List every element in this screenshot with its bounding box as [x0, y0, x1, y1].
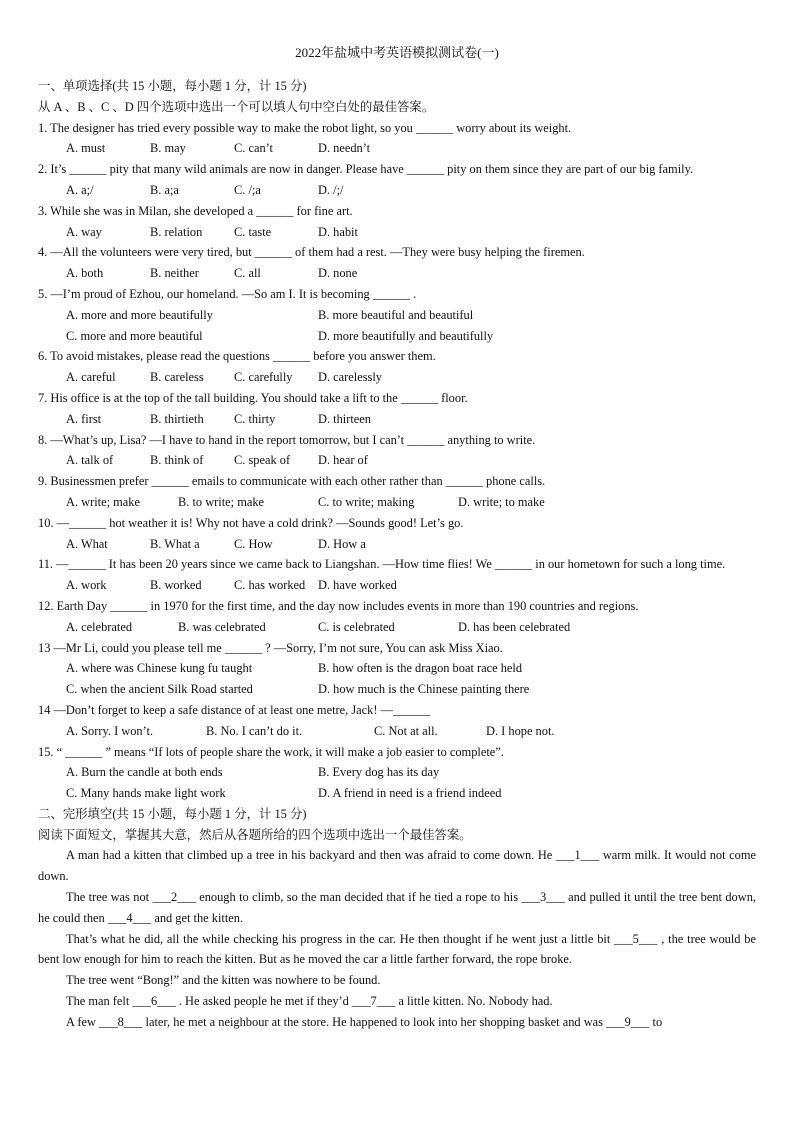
answer-option[interactable]: A. write; make [66, 494, 140, 509]
answer-option[interactable]: B. worked [150, 578, 202, 593]
option-row [66, 575, 756, 596]
option-row [66, 492, 756, 513]
answer-option[interactable]: C. Not at all. [374, 723, 438, 738]
answer-option[interactable]: D. /;/ [318, 182, 344, 197]
option-row [66, 263, 756, 284]
answer-option[interactable]: B. thirtieth [150, 411, 204, 426]
question-stem: 5. —I’m proud of Ezhou, our homeland. —So am I. It is becoming ______ . [38, 286, 417, 301]
passage-paragraph: That’s what he did, all the while checking his progress in the car. He then thought if he went just a little bit ___5___ , the tree would be bent low enough for him to reach the kitten. But as he moved the car a little farther forward, the rope broke. [38, 931, 756, 967]
question-list [38, 118, 756, 804]
answer-option[interactable]: D. has been celebrated [458, 619, 571, 634]
answer-option[interactable]: C. Many hands make light work [66, 786, 226, 801]
answer-option[interactable]: A. work [66, 578, 107, 593]
answer-option[interactable]: B. No. I can’t do it. [206, 723, 303, 738]
passage-paragraph: The tree was not ___2___ enough to climb, so the man decided that if he tied a rope to his ___3___ and pulled it until the tree bent down, he could then ___4___ and get the kitten. [38, 890, 756, 925]
answer-option[interactable]: D. How a [318, 536, 366, 551]
question-stem: 4. —All the volunteers were very tired, but ______ of them had a rest. —They were busy helping the firemen. [38, 245, 585, 260]
answer-option[interactable]: A. more and more beautifully [66, 307, 213, 322]
option-row [66, 762, 756, 783]
question-stem: 10. —______ hot weather it is! Why not have a cold drink? —Sounds good! Let’s go. [38, 515, 464, 530]
answer-option[interactable]: A. where was Chinese kung fu taught [66, 661, 253, 676]
answer-option[interactable]: B. how often is the dragon boat race held [318, 661, 523, 676]
option-row [66, 721, 756, 742]
cloze-passage [38, 845, 756, 1032]
question-stem: 13 —Mr Li, could you please tell me ______ ? —Sorry, I’m not sure, You can ask Miss Xiao. [38, 640, 503, 655]
page-title: 2022年盐城中考英语模拟测试卷(一) [295, 45, 499, 60]
answer-option[interactable]: C. taste [234, 224, 272, 239]
answer-option[interactable]: B. Every dog has its day [318, 765, 440, 780]
answer-option[interactable]: A. talk of [66, 453, 114, 468]
answer-option[interactable]: D. how much is the Chinese painting there [318, 682, 530, 697]
section2-instruction: 阅读下面短文，掌握其大意，然后从各题所给的四个选项中选出一个最佳答案。 [38, 827, 472, 842]
answer-option[interactable]: A. must [66, 141, 106, 156]
answer-option[interactable]: B. was celebrated [178, 619, 266, 634]
answer-option[interactable]: C. when the ancient Silk Road started [66, 682, 253, 697]
answer-option[interactable]: B. think of [150, 453, 204, 468]
passage-paragraph: The man felt ___6___ . He asked people he met if they’d ___7___ a little kitten. No. Nobody had. [66, 994, 553, 1009]
section2-heading: 二、完形填空(共 15 小题，每小题 1 分，计 15 分) [38, 806, 307, 821]
answer-option[interactable]: C. /;a [234, 182, 261, 197]
option-row [66, 617, 756, 638]
answer-option[interactable]: A. careful [66, 370, 116, 385]
answer-option[interactable]: D. thirteen [318, 411, 371, 426]
option-row [66, 450, 756, 471]
answer-option[interactable]: C. all [234, 266, 261, 281]
question-stem: 2. It’s ______ pity that many wild animals are now in danger. Please have ______ pity on them since they are part of our big family. [38, 162, 694, 177]
answer-option[interactable]: A. way [66, 224, 102, 239]
answer-option[interactable]: C. How [234, 536, 273, 551]
question-stem: 1. The designer has tried every possible way to make the robot light, so you ______ worry about its weight. [38, 120, 572, 135]
section1-instruction: 从 A 、B 、C 、D 四个选项中选出一个可以填人句中空白处的最佳答案。 [38, 99, 435, 114]
question-stem: 6. To avoid mistakes, please read the questions ______ before you answer them. [38, 349, 436, 364]
option-row [66, 326, 756, 347]
question-stem: 8. —What’s up, Lisa? —I have to hand in the report tomorrow, but I can’t ______ anything to write. [38, 432, 536, 447]
answer-option[interactable]: D. habit [318, 224, 358, 239]
question-stem: 11. —______ It has been 20 years since we came back to Liangshan. —How time flies! We ______ in our hometown for such a long time. [38, 557, 726, 572]
exam-content [38, 76, 756, 1033]
answer-option[interactable]: D. carelessly [318, 370, 382, 385]
answer-option[interactable]: D. needn’t [318, 141, 371, 156]
option-row [66, 534, 756, 555]
answer-option[interactable]: C. to write; making [318, 494, 415, 509]
answer-option[interactable]: A. What [66, 536, 108, 551]
answer-option[interactable]: D. none [318, 266, 358, 281]
answer-option[interactable]: B. to write; make [178, 494, 265, 509]
answer-option[interactable]: C. has worked [234, 578, 306, 593]
answer-option[interactable]: B. What a [150, 536, 200, 551]
question-stem: 14 —Don’t forget to keep a safe distance of at least one metre, Jack! —______ [38, 702, 431, 717]
question-stem: 12. Earth Day ______ in 1970 for the first time, and the day now includes events in more than 190 countries and regions. [38, 598, 639, 613]
option-row [66, 783, 756, 804]
answer-option[interactable]: D. more beautifully and beautifully [318, 328, 494, 343]
answer-option[interactable]: B. a;a [150, 182, 179, 197]
answer-option[interactable]: D. write; to make [458, 494, 545, 509]
answer-option[interactable]: A. Burn the candle at both ends [66, 765, 223, 780]
answer-option[interactable]: B. more beautiful and beautiful [318, 307, 474, 322]
answer-option[interactable]: C. speak of [234, 453, 291, 468]
answer-option[interactable]: B. may [150, 141, 186, 156]
question-stem: 7. His office is at the top of the tall building. You should take a lift to the ______ floor. [38, 390, 468, 405]
answer-option[interactable]: D. hear of [318, 453, 368, 468]
question-stem: 15. “ ______ ” means “If lots of people share the work, it will make a job easier to complete”. [38, 744, 504, 759]
answer-option[interactable]: C. can’t [234, 141, 273, 156]
answer-option[interactable]: B. relation [150, 224, 203, 239]
option-row [66, 138, 756, 159]
answer-option[interactable]: A. both [66, 266, 104, 281]
option-row [66, 180, 756, 201]
option-row [66, 658, 756, 679]
option-row [66, 409, 756, 430]
answer-option[interactable]: A. celebrated [66, 619, 133, 634]
passage-paragraph: A man had a kitten that climbed up a tree in his backyard and then was afraid to come down. He ___1___ warm milk. It would not come down. [38, 848, 756, 884]
option-row [66, 679, 756, 700]
section1-heading: 一、单项选择(共 15 小题，每小题 1 分，计 15 分) [38, 79, 307, 93]
option-row [66, 305, 756, 326]
answer-option[interactable]: D. I hope not. [486, 723, 555, 738]
passage-paragraph: The tree went “Bong!” and the kitten was nowhere to be found. [66, 973, 381, 988]
answer-option[interactable]: C. thirty [234, 411, 276, 426]
answer-option[interactable]: D. A friend in need is a friend indeed [318, 786, 502, 801]
answer-option[interactable]: A. Sorry. I won’t. [66, 723, 154, 738]
answer-option[interactable]: C. is celebrated [318, 619, 395, 634]
answer-option[interactable]: D. have worked [318, 578, 397, 593]
answer-option[interactable]: A. a;/ [66, 182, 94, 197]
answer-option[interactable]: B. careless [150, 370, 204, 385]
answer-option[interactable]: C. more and more beautiful [66, 328, 203, 343]
question-stem: 9. Businessmen prefer ______ emails to communicate with each other rather than ______ phone calls. [38, 474, 546, 489]
answer-option[interactable]: A. first [66, 411, 102, 426]
option-row [66, 367, 756, 388]
passage-paragraph: A few ___8___ later, he met a neighbour at the store. He happened to look into her shopping basket and was ___9___ to [66, 1014, 663, 1029]
answer-option[interactable]: B. neither [150, 266, 199, 281]
option-row [66, 222, 756, 243]
question-stem: 3. While she was in Milan, she developed a ______ for fine art. [38, 203, 353, 218]
answer-option[interactable]: C. carefully [234, 370, 293, 385]
